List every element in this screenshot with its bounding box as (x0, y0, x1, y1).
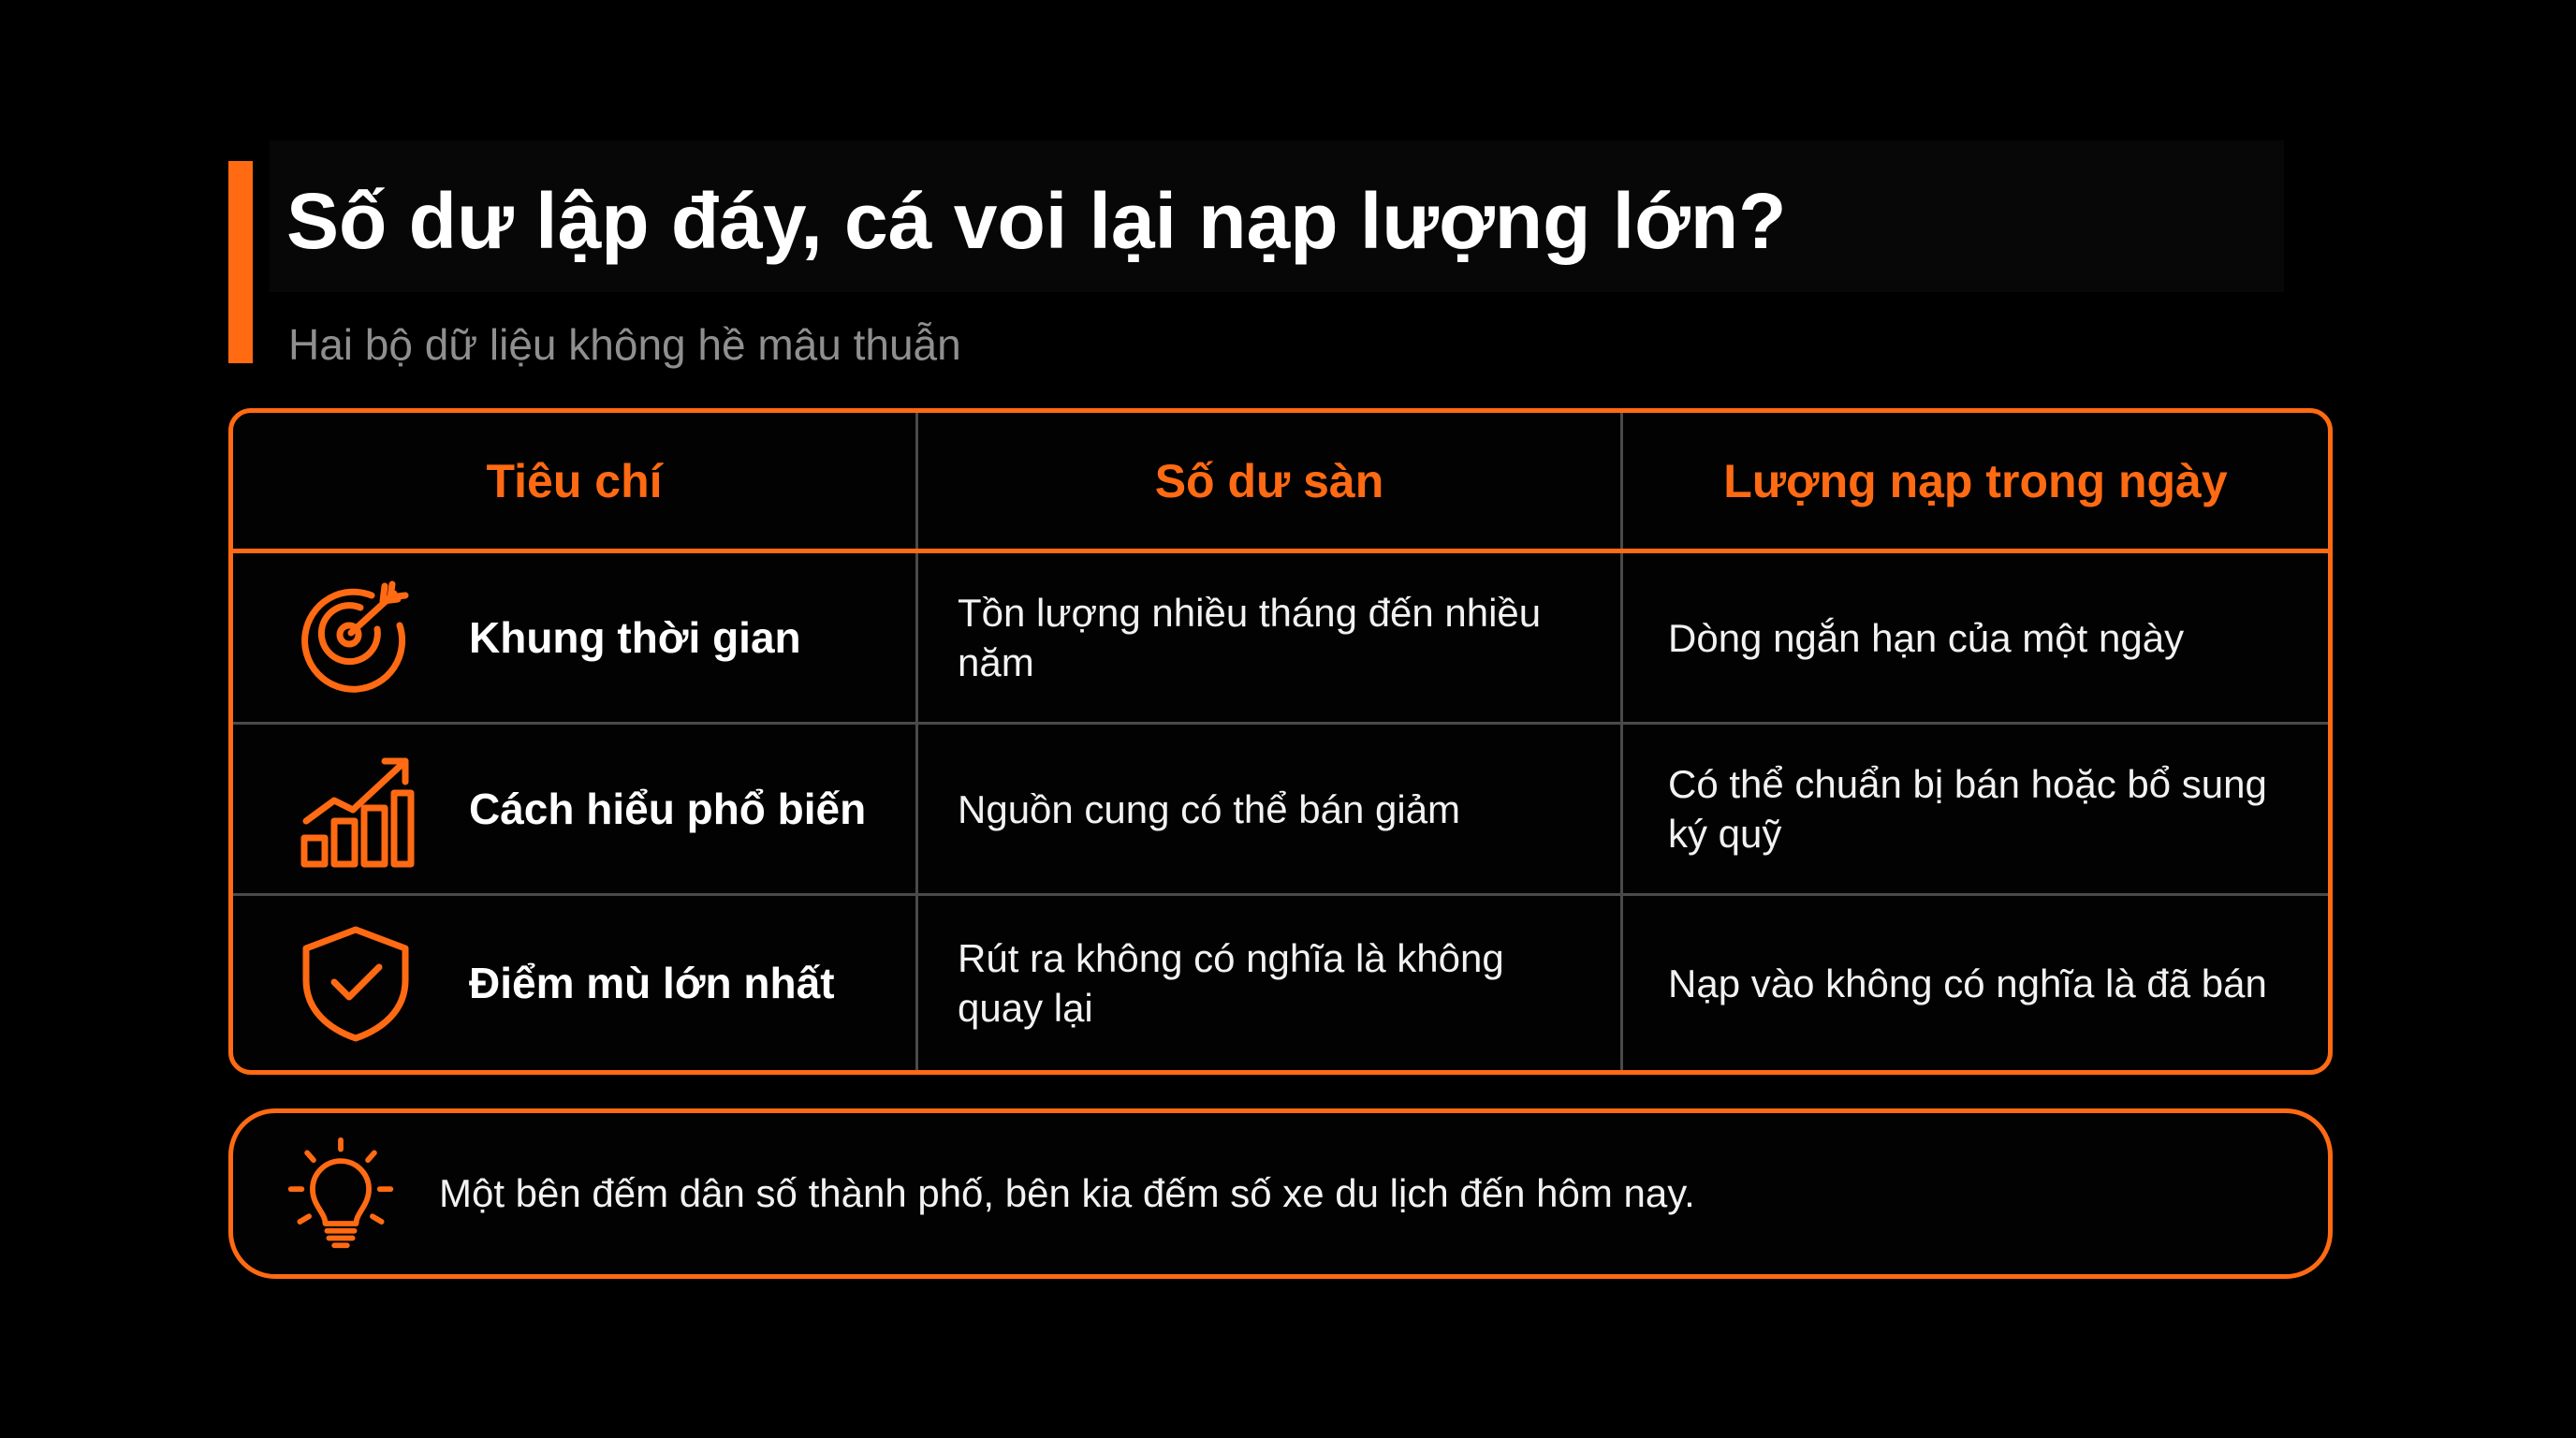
criterion-label: Cách hiểu phổ biến (469, 785, 867, 833)
criterion-label: Khung thời gian (469, 613, 801, 662)
target-icon (291, 573, 420, 702)
table-row (233, 725, 2328, 896)
insight-callout (228, 1108, 2333, 1279)
criterion-cell (233, 896, 918, 1070)
balance-value: Rút ra không có nghĩa là không quay lại (918, 896, 1623, 1070)
title-accent-bar (228, 161, 253, 363)
inflow-value: Nạp vào không có nghĩa là đã bán (1668, 961, 2267, 1005)
growth-chart-icon (291, 744, 420, 873)
page-title: Số dư lập đáy, cá voi lại nạp lượng lớn? (286, 177, 1787, 265)
table-row (233, 553, 2328, 725)
criterion-cell (233, 553, 918, 722)
shield-check-icon (291, 918, 420, 1048)
insight-text: Một bên đếm dân số thành phố, bên kia đếm số xe du lịch đến hôm nay. (439, 1171, 1695, 1215)
balance-value: Nguồn cung có thể bán giảm (918, 725, 1623, 893)
balance-value: Tồn lượng nhiều tháng đến nhiều năm (918, 553, 1623, 722)
comparison-table (228, 408, 2333, 1075)
inflow-value: Có thể chuẩn bị bán hoặc bổ sung ký quỹ (1668, 762, 2267, 856)
lightbulb-icon (280, 1133, 402, 1255)
page-subtitle: Hai bộ dữ liệu không hề mâu thuẫn (288, 320, 961, 369)
table-header-row (233, 413, 2328, 553)
inflow-value: Dòng ngắn hạn của một ngày (1668, 615, 2185, 660)
criterion-label: Điểm mù lớn nhất (469, 959, 835, 1007)
table-row (233, 896, 2328, 1070)
criterion-cell (233, 725, 918, 893)
column-header-criteria: Tiêu chí (233, 413, 918, 549)
column-header-inflow: Lượng nạp trong ngày (1723, 454, 2228, 507)
column-header-balance: Số dư sàn (918, 413, 1623, 549)
